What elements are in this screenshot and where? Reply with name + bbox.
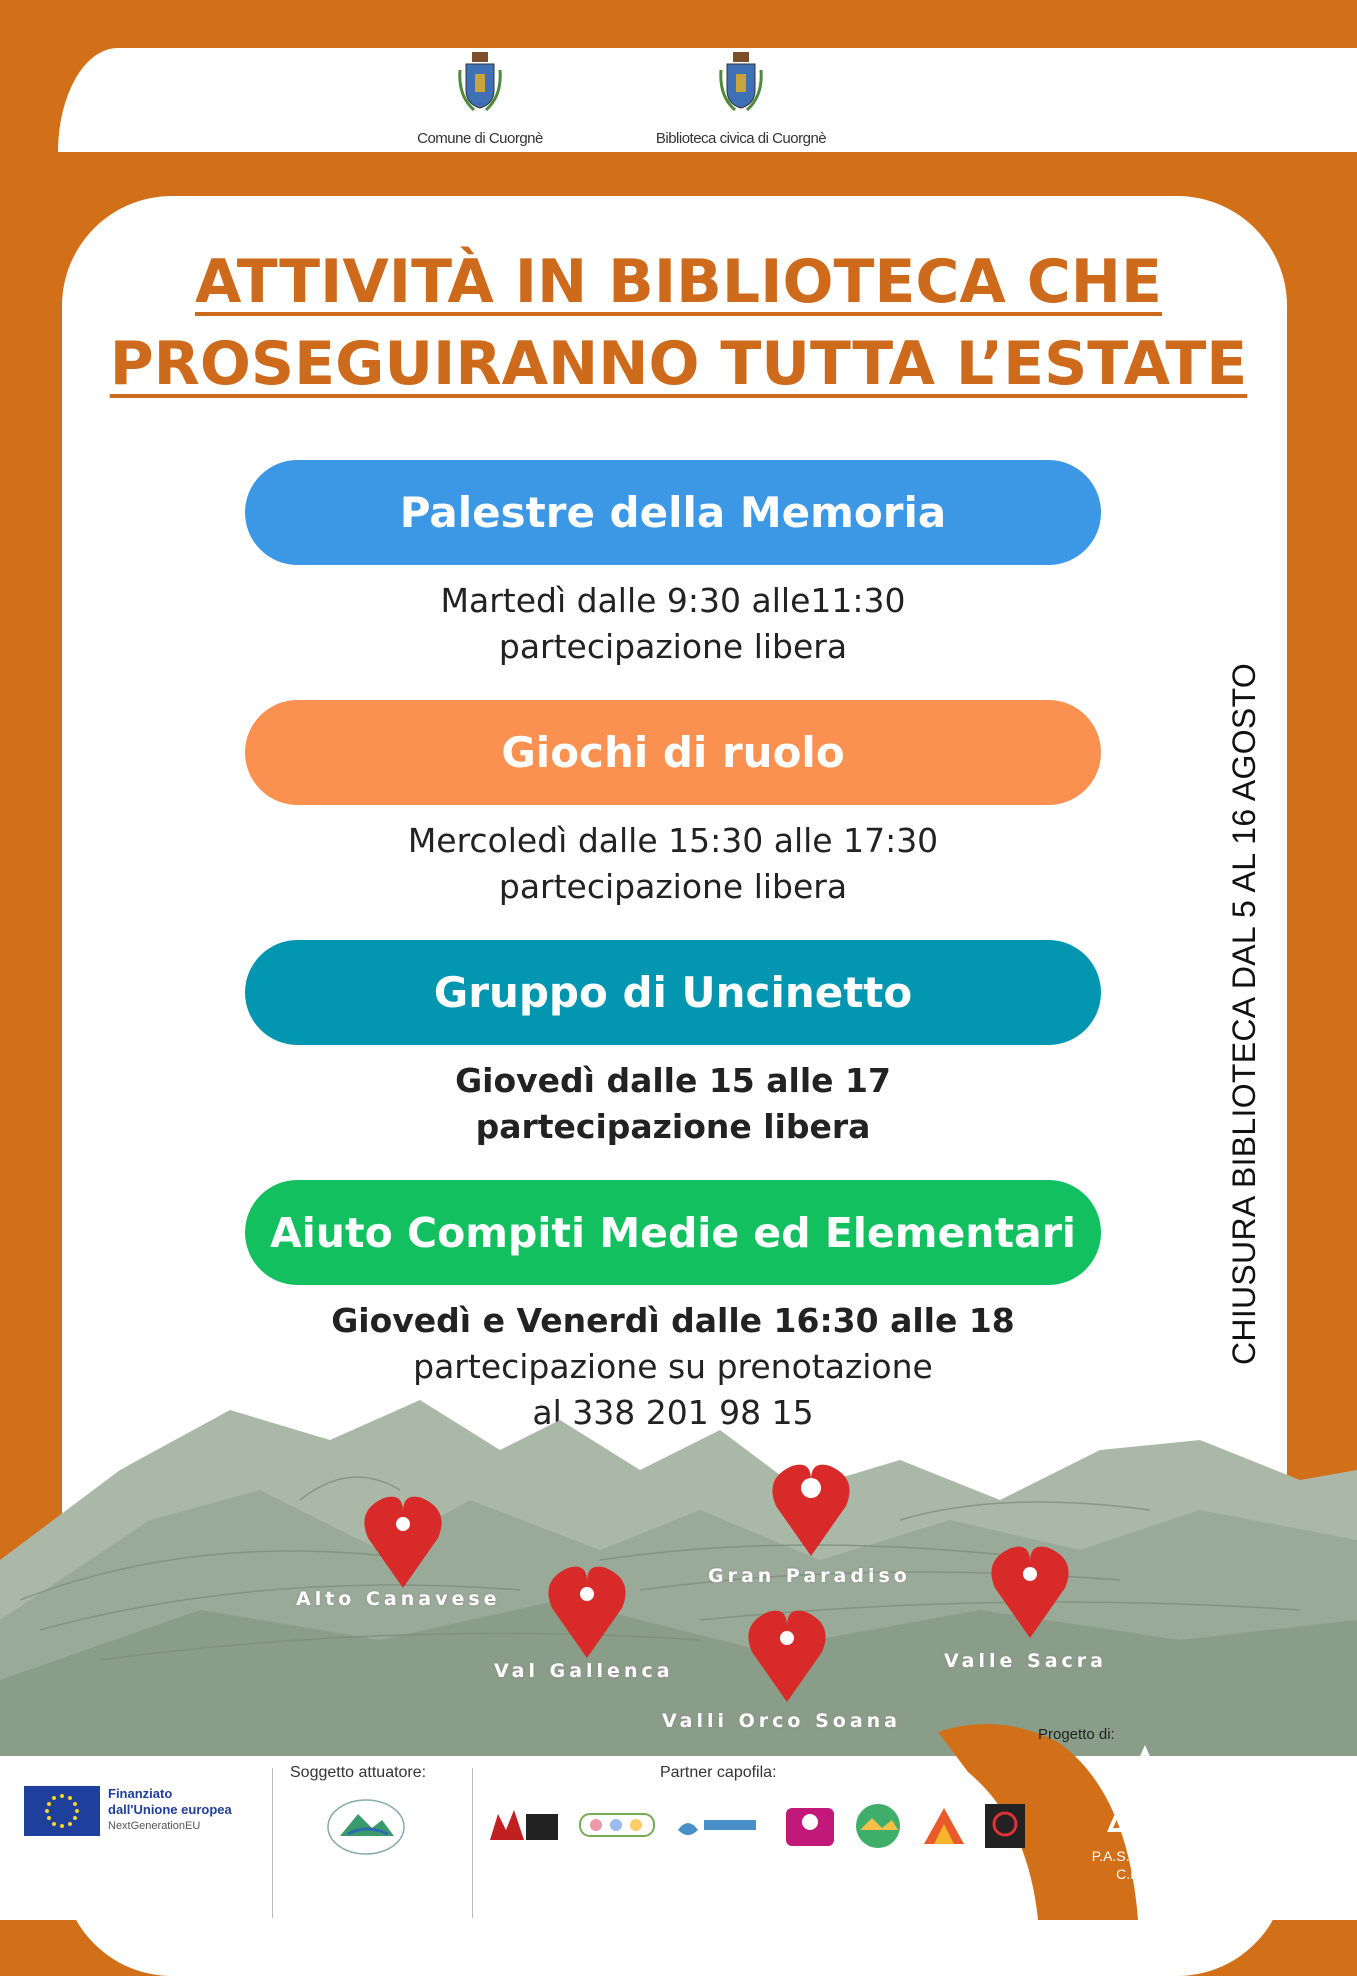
activity-schedule-palestre (245, 578, 1101, 670)
divider (472, 1768, 473, 1918)
asl-to4-logo (672, 1800, 762, 1852)
closure-notice: CHIUSURA BIBLIOTECA DAL 5 AL 16 AGOSTO (1226, 662, 1262, 1365)
partner-logo (982, 1800, 1028, 1852)
schedule-note: partecipazione libera (498, 627, 848, 666)
place-label: Val Gallenca (494, 1660, 674, 1682)
activity-pill-palestre: Palestre della Memoria (245, 460, 1101, 565)
partner-logo (848, 1800, 908, 1852)
location-pin-icon (746, 1604, 828, 1704)
passi-line-2: C.I.S.S.38 (1116, 1866, 1180, 1882)
location-pin-icon (770, 1458, 852, 1558)
eu-flag-icon (24, 1786, 100, 1836)
eu-line-3: NextGenerationEU (108, 1820, 201, 1832)
activity-schedule-giochi (245, 818, 1101, 910)
location-pin-icon (989, 1540, 1071, 1640)
biblioteca-logo (636, 50, 846, 147)
schedule-note: partecipazione su prenotazione (413, 1347, 933, 1386)
soggetto-label: Soggetto attuatore: (290, 1764, 427, 1781)
schedule-note: partecipazione libera (475, 1107, 871, 1146)
partner-label: Partner capofila: (660, 1764, 777, 1781)
schedule-note: partecipazione libera (498, 867, 848, 906)
partner-logo (576, 1800, 658, 1852)
title-line-1: ATTIVITÀ IN BIBLIOTECA CHE (195, 247, 1162, 317)
divider (272, 1768, 273, 1918)
location-pin-icon (362, 1490, 444, 1590)
mountains-illustration (0, 1380, 1357, 1760)
activity-schedule-uncinetto (245, 1058, 1101, 1150)
comune-caption: Comune di Cuorgnè (417, 130, 543, 147)
place-label: Gran Paradiso (708, 1565, 911, 1587)
place-label: Valle Sacra (944, 1650, 1107, 1672)
passi-logo-icon (1100, 1740, 1190, 1840)
progetto-label: Progetto di: (1038, 1726, 1115, 1743)
biblioteca-caption: Biblioteca civica di Cuorgnè (655, 130, 827, 147)
activity-pill-giochi: Giochi di ruolo (245, 700, 1101, 805)
eu-line-2: dall'Unione europea (108, 1802, 232, 1817)
alce-rosso-logo (484, 1800, 562, 1852)
eu-line-1: Finanziato (108, 1786, 173, 1801)
schedule-time: Giovedì e Venerdì dalle 16:30 alle 18 (331, 1301, 1015, 1340)
crest-icon (458, 50, 502, 120)
location-pin-icon (546, 1560, 628, 1660)
unione-comuni-logo (326, 1798, 406, 1856)
schedule-time: Mercoledì dalle 15:30 alle 17:30 (407, 821, 939, 860)
partner-logo (918, 1800, 970, 1852)
comune-logo (380, 50, 580, 147)
place-label: Alto Canavese (296, 1588, 501, 1610)
schedule-time: Martedì dalle 9:30 alle11:30 (440, 581, 906, 620)
passi-line-1: P.A.S.S.I. Montani (1091, 1848, 1205, 1864)
eu-funding-text (108, 1786, 232, 1834)
place-label: Valli Orco Soana (662, 1710, 901, 1732)
crest-icon (719, 50, 763, 120)
partner-logo (782, 1800, 838, 1852)
activity-pill-compiti: Aiuto Compiti Medie ed Elementari (245, 1180, 1101, 1285)
schedule-phone: al 338 201 98 15 (532, 1393, 814, 1432)
schedule-time: Giovedì dalle 15 alle 17 (455, 1061, 891, 1100)
title-line-2: PROSEGUIRANNO TUTTA L’ESTATE (109, 329, 1248, 399)
activity-pill-uncinetto: Gruppo di Uncinetto (245, 940, 1101, 1045)
